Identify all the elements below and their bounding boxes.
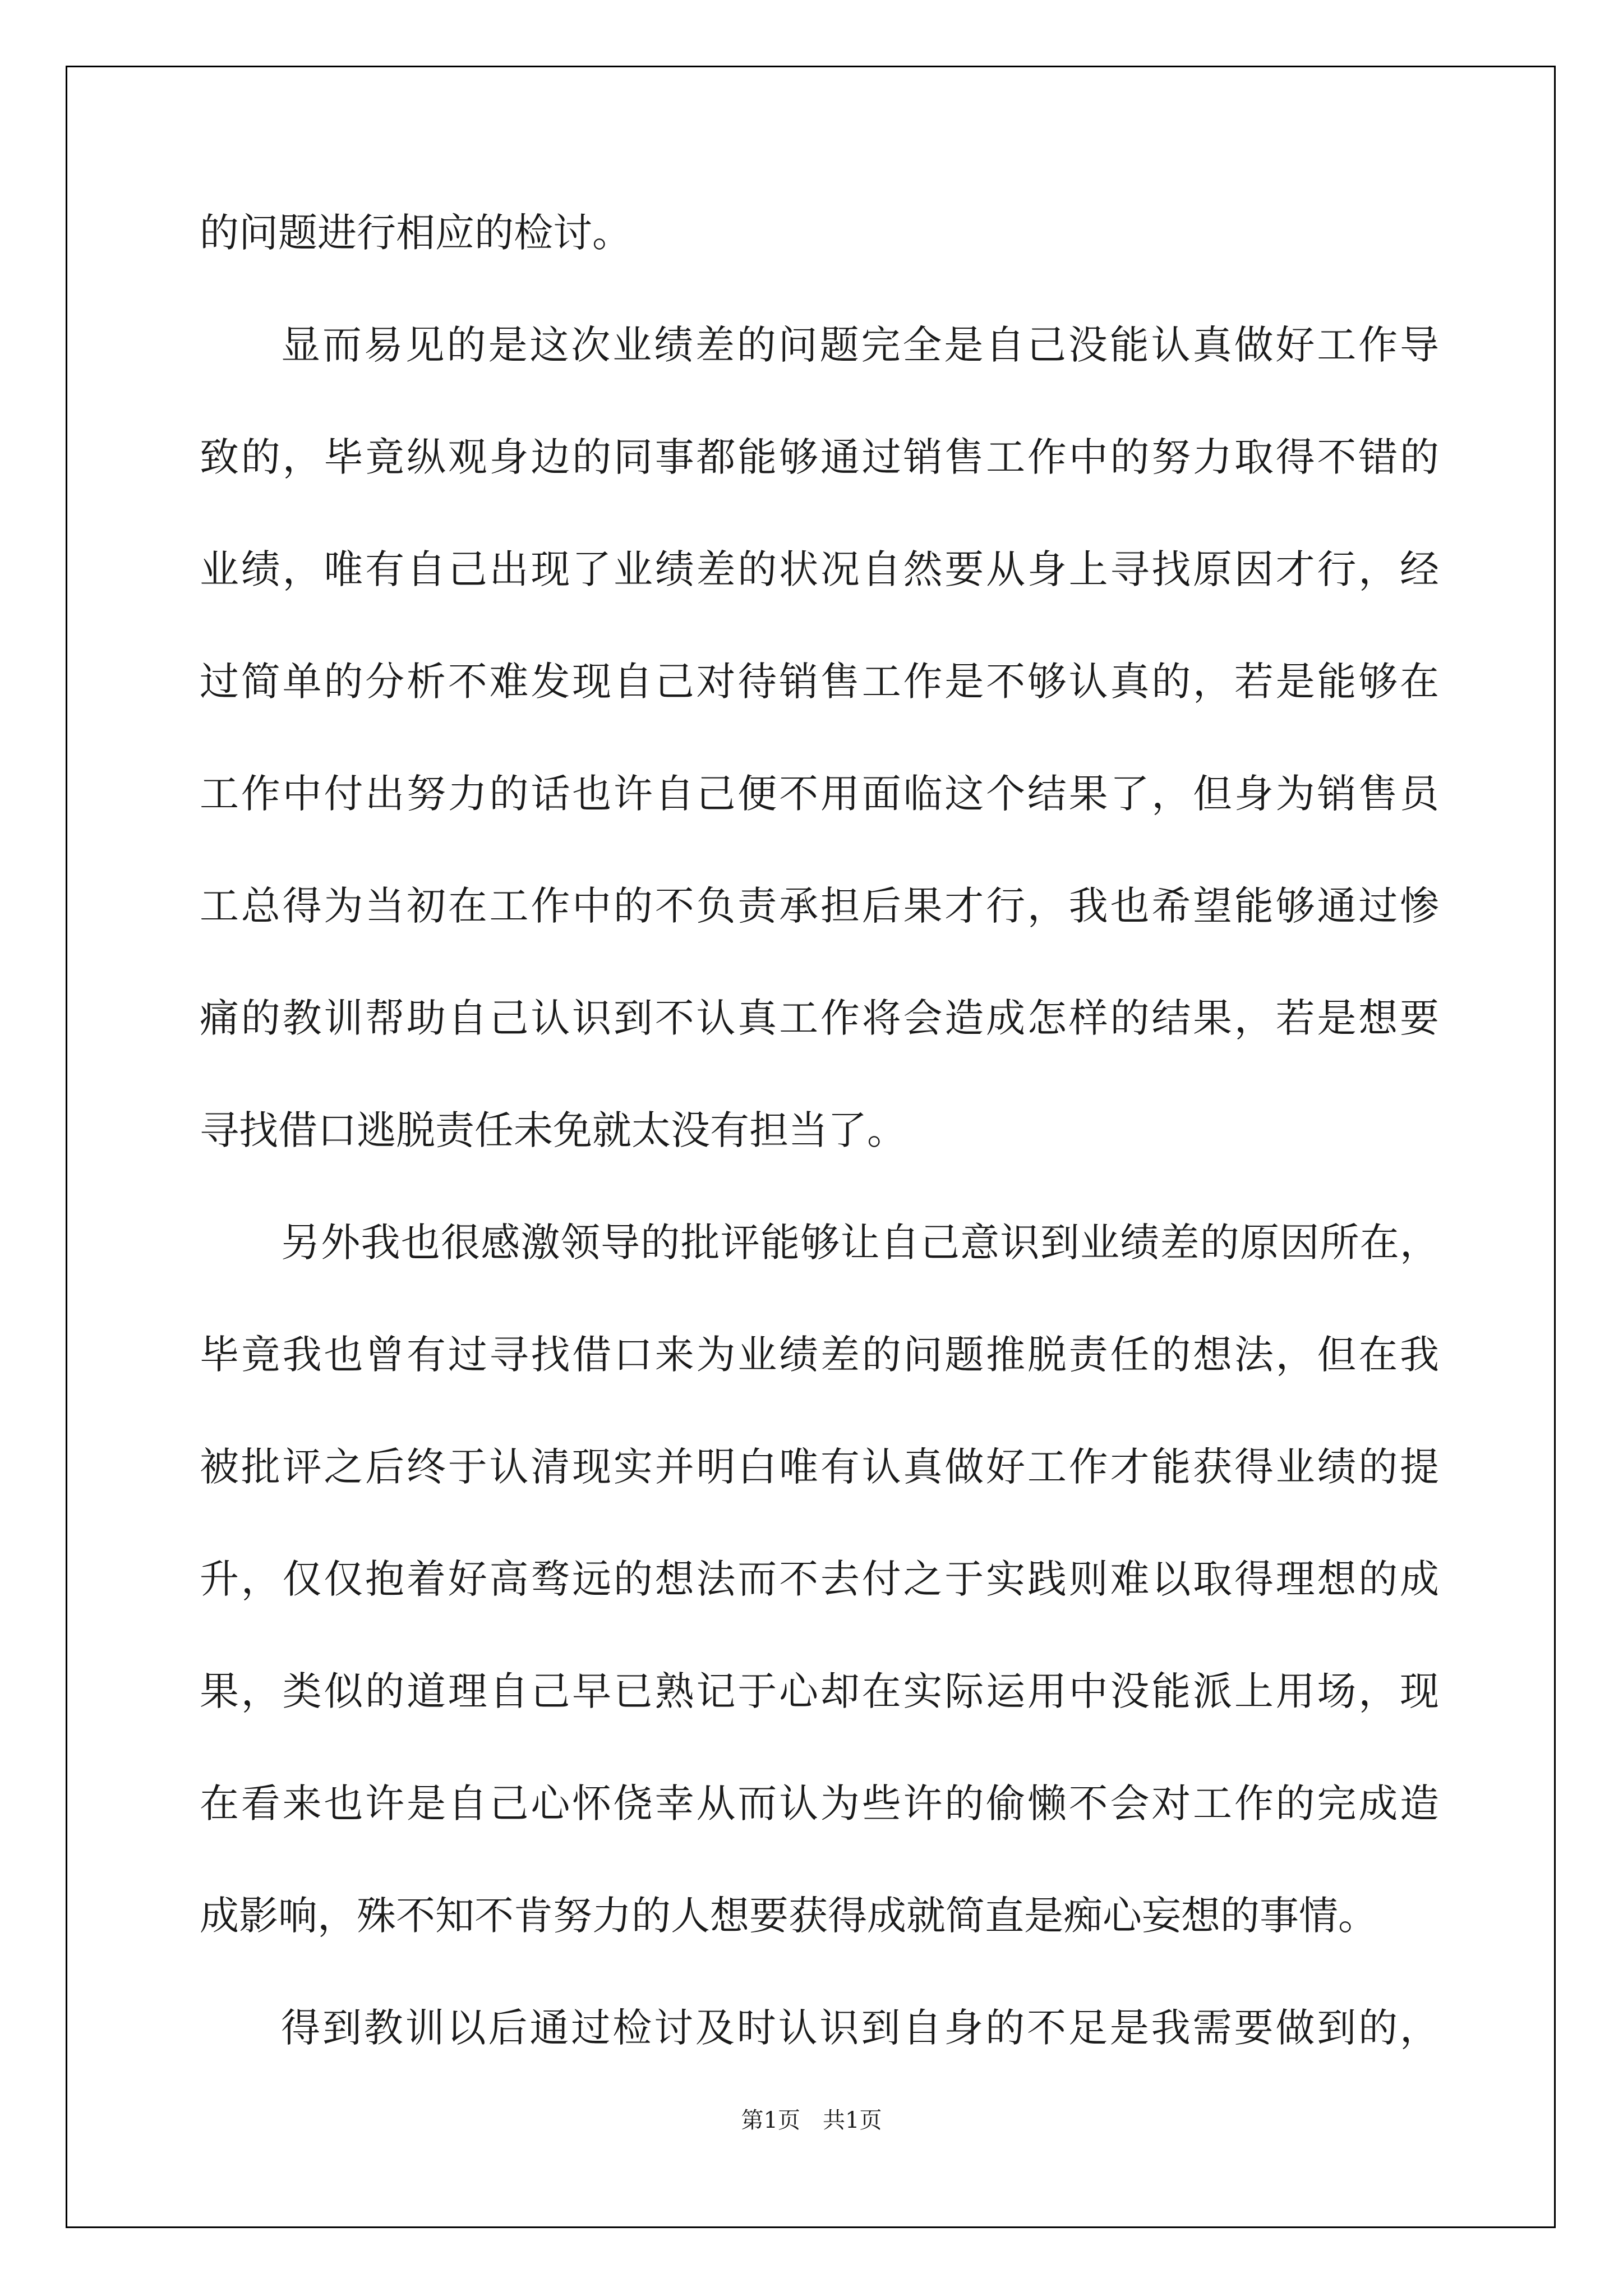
text-line-16: 成影响，殊不知不肯努力的人想要获得成就简直是痴心妄想的事情。 — [200, 1893, 1377, 1939]
page-footer: 第1页 共1页 — [741, 2108, 882, 2133]
text-line-13: 升，仅仅抱着好高骛远的想法而不去付之于实践则难以取得理想的成 — [200, 1556, 1439, 1602]
text-line-1: 的问题进行相应的检讨。 — [200, 210, 631, 256]
text-line-10: 另外我也很感激领导的批评能够让自己意识到业绩差的原因所在， — [281, 1220, 1439, 1266]
text-line-14: 果，类似的道理自己早已熟记于心却在实际运用中没能派上用场，现 — [200, 1668, 1439, 1714]
text-line-2: 显而易见的是这次业绩差的问题完全是自己没能认真做好工作导 — [281, 322, 1439, 368]
text-line-9: 寻找借口逃脱责任未免就太没有担当了。 — [200, 1107, 906, 1153]
text-line-4: 业绩，唯有自己出现了业绩差的状况自然要从身上寻找原因才行，经 — [200, 546, 1439, 592]
text-line-7: 工总得为当初在工作中的不负责承担后果才行，我也希望能够通过惨 — [200, 883, 1439, 929]
text-line-12: 被批评之后终于认清现实并明白唯有认真做好工作才能获得业绩的提 — [200, 1444, 1439, 1490]
text-line-17: 得到教训以后通过检讨及时认识到自身的不足是我需要做到的， — [281, 2005, 1439, 2051]
text-line-5: 过简单的分析不难发现自己对待销售工作是不够认真的，若是能够在 — [200, 659, 1439, 705]
text-line-15: 在看来也许是自己心怀侥幸从而认为些许的偷懒不会对工作的完成造 — [200, 1780, 1439, 1826]
text-line-6: 工作中付出努力的话也许自己便不用面临这个结果了，但身为销售员 — [200, 771, 1439, 817]
text-line-8: 痛的教训帮助自己认识到不认真工作将会造成怎样的结果，若是想要 — [200, 995, 1439, 1041]
text-line-3: 致的，毕竟纵观身边的同事都能够通过销售工作中的努力取得不错的 — [200, 434, 1439, 480]
text-line-11: 毕竟我也曾有过寻找借口来为业绩差的问题推脱责任的想法，但在我 — [200, 1332, 1439, 1378]
